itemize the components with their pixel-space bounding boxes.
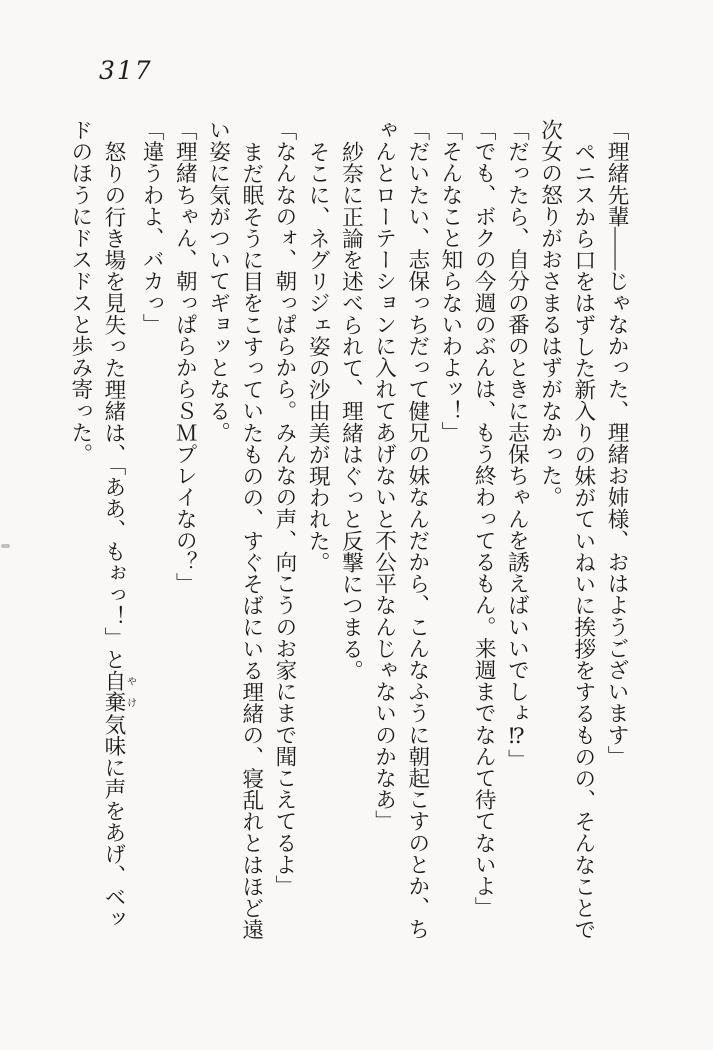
paragraph-dialogue: 「違うわよ、バカっ」 xyxy=(140,119,165,335)
page-number: 317 xyxy=(99,56,153,85)
paragraph-dialogue: 「だったら、自分の番のときに志保ちゃんを誘えばいいでしょ⁉」 xyxy=(505,119,530,771)
paragraph-narrative: 紗奈に正論を述べられて、理緒はぐっと反撃につまる。 xyxy=(339,140,364,681)
text-block xyxy=(68,119,633,950)
paragraph-narrative: そこに、ネグリジェ姿の沙由美が現われた。 xyxy=(306,140,331,573)
paragraph-narrative: ペニスから口をはずした新入りの妹がていねいに挨拶をするものの、そんなことで次女の怒りがおさまるはずがなかった。 xyxy=(538,119,596,940)
scan-artifact xyxy=(1,544,10,548)
paragraph-narrative: 怒りの行き場を見失った理緒は、「ああ、もぉっ！」と自や棄け気味に声をあげ、ベッドのほうにドスドスと歩み寄った。 xyxy=(68,119,136,930)
paragraph-dialogue: 「理緒先輩——じゃなかった、理緒お姉様、おはようございます」 xyxy=(605,119,629,767)
paragraph-narrative: まだ眠そうに目をこすっていたものの、すぐそばにいる理緒の、寝乱れとはほど遠い姿に気がついてギョッとなる。 xyxy=(206,119,264,940)
paragraph-dialogue: 「でも、ボクの今週のぶんは、もう終わってるもん。来週までなんて待てないよ」 xyxy=(472,119,497,919)
furigana-ruby: 自や xyxy=(101,669,136,692)
furigana-ruby: 棄け xyxy=(101,691,136,714)
paragraph-dialogue: 「理緒ちゃん、朝っぱらからＳＭプレイなの？」 xyxy=(173,119,198,595)
paragraph-dialogue: 「そんなこと知らないわよッ！」 xyxy=(438,119,463,443)
paragraph-dialogue: 「だいたい、志保っちだって健兄の妹なんだから、こんなふうに朝起こすのとか、ちゃんとローテーションに入れてあげないと不公平なんじゃないのかなあ」 xyxy=(372,119,430,940)
paragraph-dialogue: 「なんなのォ、朝っぱらから。みんなの声、向こうのお家にまで聞こえてるよ」 xyxy=(272,119,297,897)
